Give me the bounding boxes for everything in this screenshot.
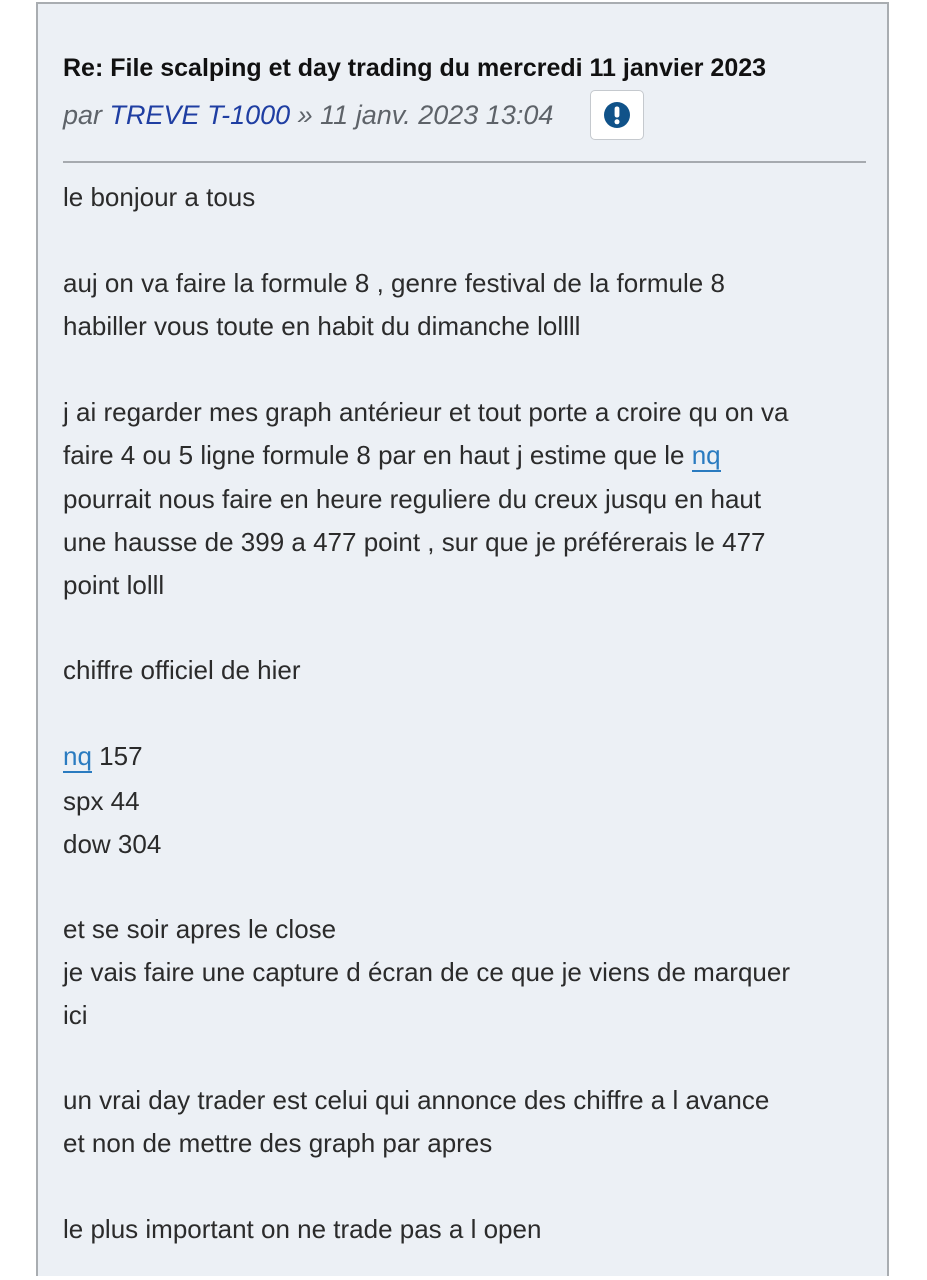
post-line: spx 44 xyxy=(63,786,140,816)
post-line: j ai regarder mes graph antérieur et tout porte a croire qu on va xyxy=(63,397,789,427)
report-post-button[interactable] xyxy=(590,90,644,140)
post-line: et non de mettre des graph par apres xyxy=(63,1128,493,1158)
post-line: habiller vous toute en habit du dimanche lollll xyxy=(63,311,581,341)
post-line: un vrai day trader est celui qui annonce des chiffre a l avance xyxy=(63,1085,770,1115)
post-line: auj on va faire la formule 8 , genre festival de la formule 8 xyxy=(63,268,725,298)
post-line: point lolll xyxy=(63,570,165,600)
post-line: une hausse de 399 a 477 point , sur que je préférerais le 477 xyxy=(63,527,766,557)
post-line: et se soir apres le close xyxy=(63,914,337,944)
post-line xyxy=(63,440,721,471)
exclamation-circle-icon xyxy=(603,101,631,129)
post-date: 11 janv. 2023 13:04 xyxy=(320,100,554,130)
post-line-text: 157 xyxy=(91,741,143,771)
post-divider xyxy=(63,161,866,163)
post-line: dow 304 xyxy=(63,829,162,859)
post-line: le bonjour a tous xyxy=(63,182,256,212)
post-line: le plus important on ne trade pas a l open xyxy=(63,1214,542,1244)
nq-link[interactable]: nq xyxy=(691,440,721,470)
post-meta xyxy=(63,100,553,131)
nq-link[interactable]: nq xyxy=(63,741,92,771)
post-line-text: faire 4 ou 5 ligne formule 8 par en haut j estime que le xyxy=(63,440,692,470)
post-meta-separator: » xyxy=(290,100,321,130)
post-line: chiffre officiel de hier xyxy=(63,655,301,685)
forum-post xyxy=(36,2,889,1276)
post-line: je vais faire une capture d écran de ce que je viens de marquer xyxy=(63,957,790,987)
post-author-link[interactable]: TREVE T-1000 xyxy=(109,100,291,130)
post-by-label: par xyxy=(63,100,103,130)
post-line: pourrait nous faire en heure reguliere du creux jusqu en haut xyxy=(63,484,762,514)
post-line xyxy=(63,741,143,772)
post-title[interactable]: Re: File scalping et day trading du mercredi 11 janvier 2023 xyxy=(63,54,767,82)
post-line: ici xyxy=(63,1000,88,1030)
